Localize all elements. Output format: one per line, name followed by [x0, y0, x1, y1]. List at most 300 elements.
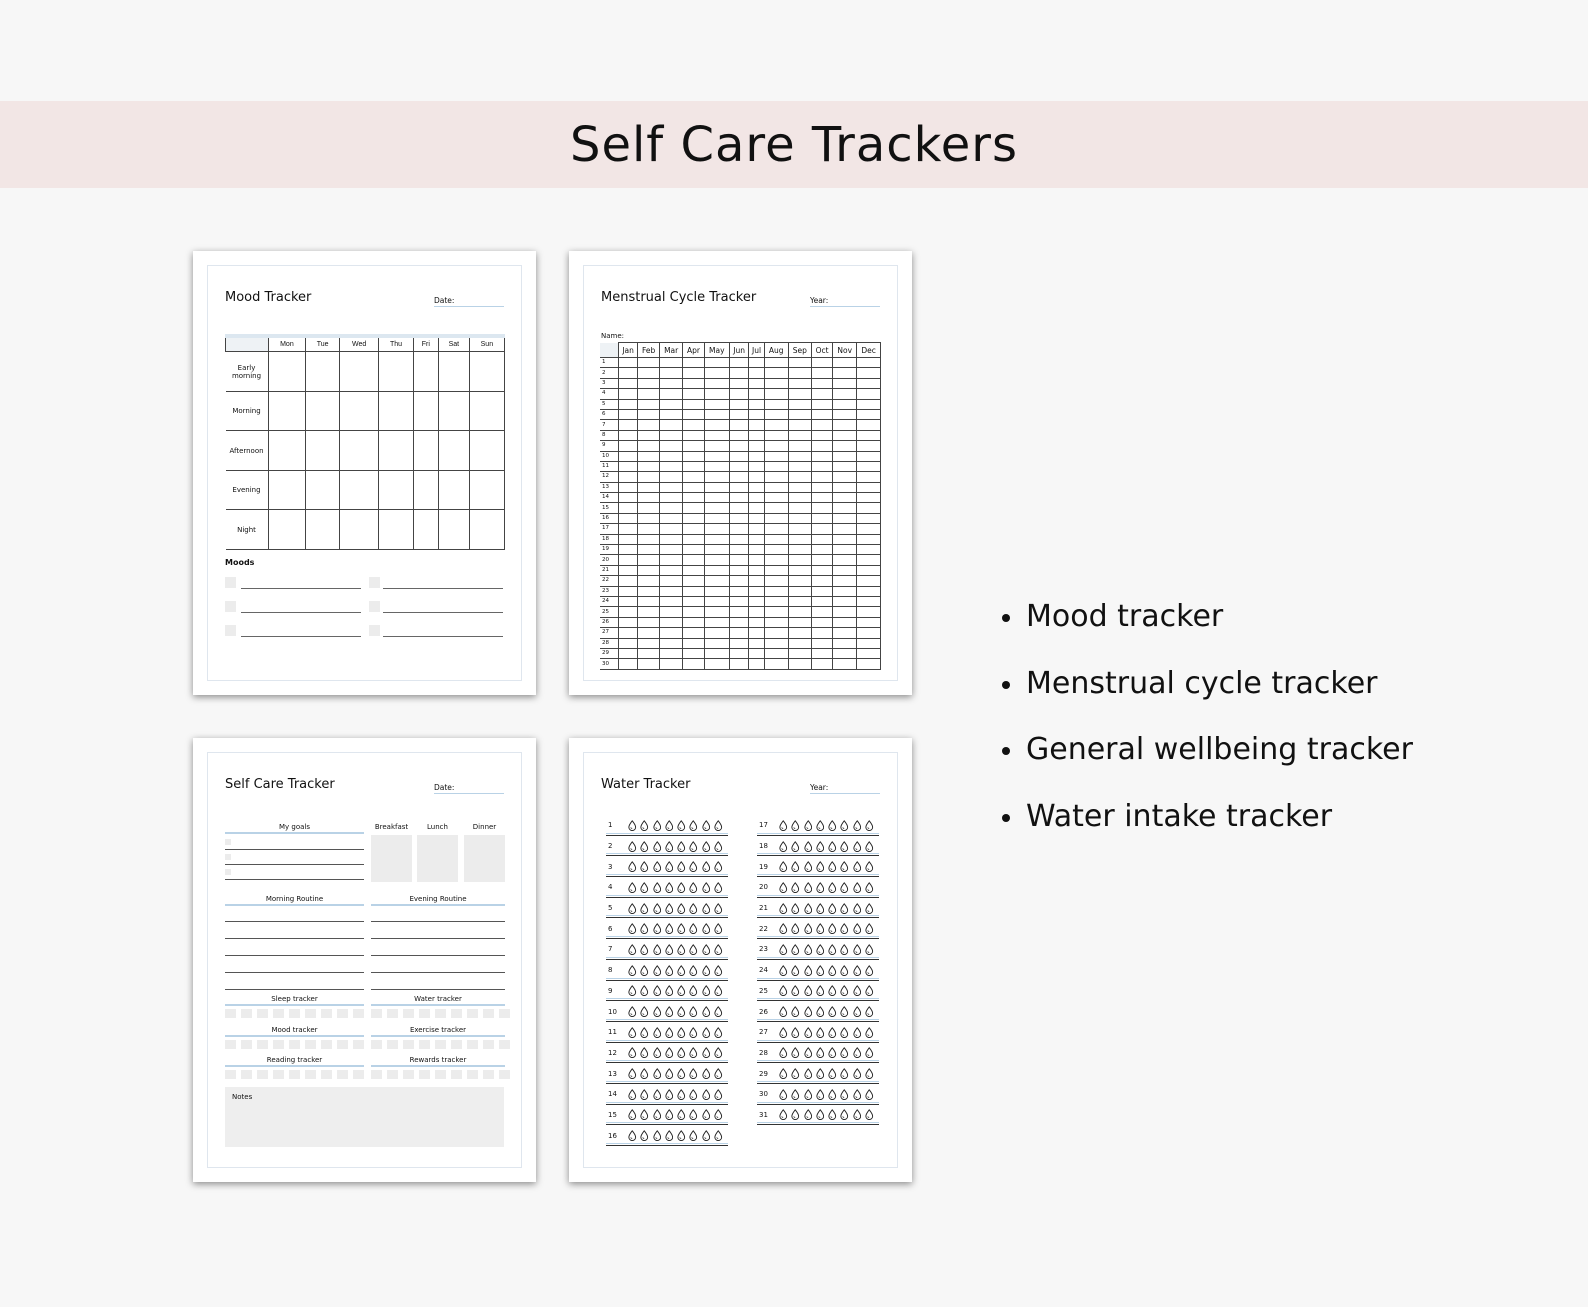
mood-grid — [225, 334, 505, 550]
water-drop-icon — [791, 882, 800, 893]
cycle-cell — [683, 451, 704, 461]
cycle-cell — [788, 472, 811, 482]
cycle-day-number: 27 — [600, 628, 619, 638]
water-drop-icon — [640, 903, 649, 914]
cycle-cell — [833, 555, 857, 565]
mood-tracker-page — [193, 251, 536, 695]
water-drop-icon — [840, 1068, 849, 1079]
water-day-row — [757, 856, 879, 877]
water-drop-icon — [628, 1047, 637, 1058]
cycle-cell — [811, 358, 832, 368]
cycle-cell — [704, 493, 729, 503]
water-drop-icon — [779, 965, 788, 976]
water-drop-icon — [816, 882, 825, 893]
mood-cell — [340, 352, 379, 392]
cycle-day-number: 8 — [600, 430, 619, 440]
water-drop-icon — [714, 820, 723, 831]
water-drop-icon — [816, 820, 825, 831]
cycle-cell — [857, 472, 881, 482]
water-drop-icon — [816, 923, 825, 934]
cycle-cell — [729, 493, 748, 503]
water-drop-icon — [853, 882, 862, 893]
cycle-cell — [764, 534, 788, 544]
cycle-cell — [857, 513, 881, 523]
water-day-number: 3 — [608, 862, 613, 871]
water-drop-icon — [816, 1027, 825, 1038]
mood-checkbox — [225, 625, 236, 636]
cycle-cell — [749, 524, 764, 534]
cycle-cell — [833, 461, 857, 471]
cycle-cell — [729, 472, 748, 482]
water-drop-icon — [865, 1089, 874, 1100]
cycle-cell — [704, 534, 729, 544]
water-day-number: 26 — [759, 1007, 768, 1016]
cycle-cell — [857, 430, 881, 440]
water-drop-icon — [828, 985, 837, 996]
water-drop-icon — [828, 1047, 837, 1058]
water-drop-icon — [714, 1006, 723, 1017]
cycle-cell — [788, 545, 811, 555]
cycle-cell — [638, 513, 660, 523]
cycle-cell — [619, 451, 638, 461]
cycle-cell — [729, 430, 748, 440]
cycle-cell — [704, 648, 729, 658]
cycle-cell — [764, 586, 788, 596]
water-drop-icon — [714, 1089, 723, 1100]
cycle-cell — [704, 430, 729, 440]
cycle-cell — [764, 482, 788, 492]
water-drop-icon — [677, 841, 686, 852]
mood-day-header: Mon — [268, 336, 306, 352]
cycle-cell — [729, 420, 748, 430]
water-day-row — [606, 1125, 728, 1146]
cycle-cell — [788, 659, 811, 669]
cycle-cell — [619, 586, 638, 596]
water-day-row — [606, 939, 728, 960]
cycle-cell — [833, 420, 857, 430]
cycle-day-number: 3 — [600, 378, 619, 388]
cycle-cell — [683, 586, 704, 596]
cycle-cell — [683, 565, 704, 575]
cycle-cell — [857, 493, 881, 503]
water-drop-icon — [791, 903, 800, 914]
cycle-cell — [729, 628, 748, 638]
water-day-row — [757, 960, 879, 981]
cycle-year-label: Year: — [810, 296, 829, 305]
water-drop-icon — [779, 1027, 788, 1038]
cycle-day-number: 11 — [600, 461, 619, 471]
water-drop-icon — [779, 1109, 788, 1120]
cycle-cell — [704, 482, 729, 492]
sleep-rule — [225, 1004, 364, 1006]
cycle-cell — [833, 503, 857, 513]
cycle-cell — [704, 399, 729, 409]
water-drop-icon — [791, 841, 800, 852]
evening-line — [371, 938, 505, 939]
goal-line — [225, 879, 364, 880]
reading-boxes — [225, 1070, 364, 1079]
cycle-cell — [729, 399, 748, 409]
water-drop-icon — [640, 841, 649, 852]
cycle-day-number: 17 — [600, 524, 619, 534]
cycle-month-header: May — [704, 343, 729, 358]
water-drop-icon — [665, 1109, 674, 1120]
water-drop-icon — [791, 1089, 800, 1100]
rewards-tracker-heading: Rewards tracker — [409, 1056, 467, 1064]
cycle-cell — [749, 368, 764, 378]
cycle-cell — [833, 493, 857, 503]
water-day-row — [757, 877, 879, 898]
water-drop-icon — [640, 1109, 649, 1120]
water-day-row — [606, 1084, 728, 1105]
water-drop-icon — [689, 944, 698, 955]
cycle-cell — [660, 389, 683, 399]
cycle-cell — [811, 503, 832, 513]
cycle-cell — [683, 461, 704, 471]
cycle-cell — [788, 430, 811, 440]
water-drop-icon — [865, 861, 874, 872]
water-drop-icon — [804, 1027, 813, 1038]
cycle-cell — [749, 409, 764, 419]
water-drop-icon — [804, 965, 813, 976]
cycle-cell — [857, 524, 881, 534]
cycle-cell — [811, 628, 832, 638]
mood-cell — [439, 392, 470, 431]
cycle-cell — [811, 430, 832, 440]
cycle-cell — [833, 409, 857, 419]
cycle-cell — [638, 607, 660, 617]
water-drop-icon — [804, 985, 813, 996]
cycle-cell — [729, 596, 748, 606]
water-drop-icon — [853, 820, 862, 831]
water-day-number: 1 — [608, 821, 613, 830]
cycle-cell — [619, 409, 638, 419]
water-drop-icon — [779, 861, 788, 872]
lunch-box — [417, 835, 458, 882]
cycle-cell — [619, 534, 638, 544]
cycle-month-header: Jan — [619, 343, 638, 358]
cycle-cell — [638, 555, 660, 565]
mood-date-line — [434, 306, 504, 307]
cycle-cell — [857, 461, 881, 471]
cycle-cell — [729, 513, 748, 523]
mood-time-label: Morning — [226, 392, 269, 431]
cycle-cell — [788, 358, 811, 368]
water-drop-icon — [865, 1109, 874, 1120]
water-day-row — [606, 836, 728, 857]
cycle-cell — [833, 472, 857, 482]
cycle-cell — [788, 503, 811, 513]
mood-time-label: Early morning — [226, 352, 269, 392]
cycle-cell — [638, 482, 660, 492]
water-drop-icon — [791, 1109, 800, 1120]
water-day-row — [606, 1043, 728, 1064]
cycle-cell — [857, 565, 881, 575]
mood-cell — [439, 352, 470, 392]
cycle-cell — [638, 461, 660, 471]
water-drop-icon — [853, 1027, 862, 1038]
cycle-cell — [857, 659, 881, 669]
cycle-day-number: 25 — [600, 607, 619, 617]
water-drop-icon — [653, 861, 662, 872]
selfcare-tracker-page — [193, 738, 536, 1182]
exercise-tracker-heading: Exercise tracker — [409, 1026, 467, 1034]
cycle-month-header: Apr — [683, 343, 704, 358]
cycle-cell — [833, 399, 857, 409]
cycle-day-number: 30 — [600, 659, 619, 669]
cycle-cell — [660, 430, 683, 440]
cycle-cell — [619, 441, 638, 451]
water-drop-icon — [828, 1109, 837, 1120]
mood-cell — [306, 471, 340, 510]
water-rule — [371, 1004, 505, 1006]
water-drop-icon — [653, 965, 662, 976]
cycle-cell — [638, 524, 660, 534]
dinner-heading: Dinner — [472, 823, 497, 831]
cycle-cell — [749, 513, 764, 523]
cycle-month-header: Jul — [749, 343, 764, 358]
water-drop-icon — [714, 841, 723, 852]
water-day-row — [606, 856, 728, 877]
cycle-cell — [833, 659, 857, 669]
cycle-cell — [660, 648, 683, 658]
cycle-cell — [619, 430, 638, 440]
mood-cell — [379, 471, 413, 510]
cycle-cell — [660, 358, 683, 368]
mood-day-header: Fri — [413, 336, 438, 352]
water-drop-icon — [653, 1047, 662, 1058]
cycle-cell — [788, 513, 811, 523]
cycle-cell — [729, 586, 748, 596]
water-day-row — [606, 981, 728, 1002]
cycle-cell — [857, 389, 881, 399]
cycle-cell — [704, 472, 729, 482]
cycle-cell — [764, 628, 788, 638]
cycle-cell — [704, 524, 729, 534]
cycle-cell — [811, 451, 832, 461]
cycle-cell — [638, 659, 660, 669]
water-drop-icon — [665, 1068, 674, 1079]
water-drop-icon — [640, 882, 649, 893]
water-drop-icon — [677, 1130, 686, 1141]
water-drop-icon — [779, 882, 788, 893]
cycle-cell — [788, 461, 811, 471]
cycle-cell — [764, 368, 788, 378]
water-drop-icon — [804, 820, 813, 831]
water-drop-icon — [677, 985, 686, 996]
cycle-month-header: Sep — [788, 343, 811, 358]
cycle-day-number: 16 — [600, 513, 619, 523]
cycle-cell — [764, 461, 788, 471]
water-drop-icon — [791, 861, 800, 872]
water-drop-icon — [816, 861, 825, 872]
cycle-cell — [729, 524, 748, 534]
cycle-cell — [660, 545, 683, 555]
cycle-cell — [749, 648, 764, 658]
morning-line — [225, 921, 364, 922]
mood-cell — [340, 510, 379, 550]
cycle-cell — [683, 420, 704, 430]
mood-grid-corner — [226, 336, 269, 352]
cycle-cell — [833, 576, 857, 586]
reading-tracker-heading: Reading tracker — [266, 1056, 323, 1064]
cycle-cell — [619, 524, 638, 534]
water-drop-icon — [840, 841, 849, 852]
cycle-cell — [857, 378, 881, 388]
cycle-cell — [788, 409, 811, 419]
cycle-cell — [749, 430, 764, 440]
cycle-cell — [638, 409, 660, 419]
water-drop-icon — [689, 882, 698, 893]
cycle-cell — [683, 493, 704, 503]
cycle-cell — [660, 555, 683, 565]
water-day-number: 23 — [759, 945, 768, 954]
cycle-cell — [704, 451, 729, 461]
water-day-number: 20 — [759, 883, 768, 892]
cycle-cell — [660, 472, 683, 482]
water-drop-icon — [714, 1109, 723, 1120]
water-drop-icon — [865, 985, 874, 996]
water-drop-icon — [791, 1006, 800, 1017]
water-day-row — [606, 1022, 728, 1043]
water-drop-icon — [853, 903, 862, 914]
water-day-number: 30 — [759, 1090, 768, 1099]
water-drop-icon — [791, 1047, 800, 1058]
water-day-number: 10 — [608, 1007, 617, 1016]
water-drop-icon — [689, 903, 698, 914]
water-drop-icon — [677, 903, 686, 914]
water-day-number: 22 — [759, 924, 768, 933]
mood-cell — [413, 352, 438, 392]
breakfast-heading: Breakfast — [374, 823, 409, 831]
cycle-cell — [638, 545, 660, 555]
water-drop-icon — [628, 923, 637, 934]
water-drop-icon — [779, 841, 788, 852]
cycle-cell — [619, 617, 638, 627]
water-drop-icon — [689, 861, 698, 872]
lunch-heading: Lunch — [427, 823, 448, 831]
cycle-cell — [638, 368, 660, 378]
water-drop-icon — [665, 923, 674, 934]
water-drop-icon — [865, 882, 874, 893]
goals-heading: My goals — [278, 823, 310, 831]
mood-checkbox — [225, 577, 236, 588]
water-drop-icon — [640, 1130, 649, 1141]
water-day-row — [757, 1084, 879, 1105]
water-day-row — [606, 918, 728, 939]
cycle-cell — [788, 648, 811, 658]
water-drop-icon — [628, 1027, 637, 1038]
mood-cell — [306, 352, 340, 392]
water-drop-icon — [828, 923, 837, 934]
water-drop-icon — [677, 1089, 686, 1100]
mood-checkbox — [369, 577, 380, 588]
cycle-cell — [833, 545, 857, 555]
water-drop-icon — [653, 1027, 662, 1038]
cycle-cell — [704, 389, 729, 399]
cycle-cell — [764, 389, 788, 399]
mood-cell — [268, 471, 306, 510]
water-drop-icon — [653, 841, 662, 852]
cycle-cell — [660, 565, 683, 575]
cycle-cell — [729, 607, 748, 617]
cycle-cell — [704, 368, 729, 378]
water-drop-icon — [853, 861, 862, 872]
cycle-cell — [660, 617, 683, 627]
water-day-number: 24 — [759, 966, 768, 975]
cycle-cell — [660, 524, 683, 534]
cycle-cell — [704, 586, 729, 596]
cycle-cell — [729, 368, 748, 378]
cycle-cell — [729, 389, 748, 399]
cycle-cell — [833, 389, 857, 399]
water-day-number: 14 — [608, 1090, 617, 1099]
cycle-cell — [857, 503, 881, 513]
cycle-name-label: Name: — [601, 332, 625, 340]
cycle-cell — [619, 565, 638, 575]
feature-item: General wellbeing tracker — [1000, 733, 1413, 800]
mood-cell — [413, 510, 438, 550]
cycle-cell — [683, 607, 704, 617]
cycle-cell — [683, 430, 704, 440]
cycle-cell — [788, 628, 811, 638]
cycle-cell — [749, 534, 764, 544]
cycle-cell — [811, 586, 832, 596]
water-drop-icon — [702, 965, 711, 976]
cycle-cell — [683, 596, 704, 606]
mood-day-header: Thu — [379, 336, 413, 352]
cycle-cell — [729, 555, 748, 565]
cycle-cell — [749, 565, 764, 575]
mood-cell — [413, 392, 438, 431]
cycle-cell — [619, 358, 638, 368]
cycle-cell — [683, 368, 704, 378]
cycle-cell — [729, 441, 748, 451]
feature-item: Water intake tracker — [1000, 800, 1413, 867]
cycle-cell — [638, 596, 660, 606]
cycle-cell — [764, 659, 788, 669]
water-drop-icon — [702, 820, 711, 831]
water-drop-icon — [689, 1089, 698, 1100]
water-drop-icon — [828, 882, 837, 893]
cycle-cell — [683, 534, 704, 544]
cycle-cell — [857, 451, 881, 461]
water-day-row — [606, 877, 728, 898]
cycle-cell — [833, 358, 857, 368]
cycle-cell — [638, 420, 660, 430]
cycle-cell — [788, 607, 811, 617]
cycle-cell — [619, 493, 638, 503]
cycle-cell — [811, 555, 832, 565]
cycle-cell — [764, 430, 788, 440]
mood-cell — [439, 431, 470, 471]
morning-line — [225, 955, 364, 956]
cycle-day-number: 2 — [600, 368, 619, 378]
water-drop-icon — [653, 985, 662, 996]
water-drop-icon — [828, 841, 837, 852]
cycle-cell — [660, 628, 683, 638]
water-drop-icon — [689, 841, 698, 852]
water-drop-icon — [840, 861, 849, 872]
water-drop-icon — [816, 1068, 825, 1079]
cycle-cell — [638, 430, 660, 440]
water-drop-icon — [628, 985, 637, 996]
cycle-cell — [764, 441, 788, 451]
mood-cell — [306, 510, 340, 550]
cycle-cell — [704, 617, 729, 627]
cycle-cell — [764, 524, 788, 534]
cycle-cell — [857, 534, 881, 544]
